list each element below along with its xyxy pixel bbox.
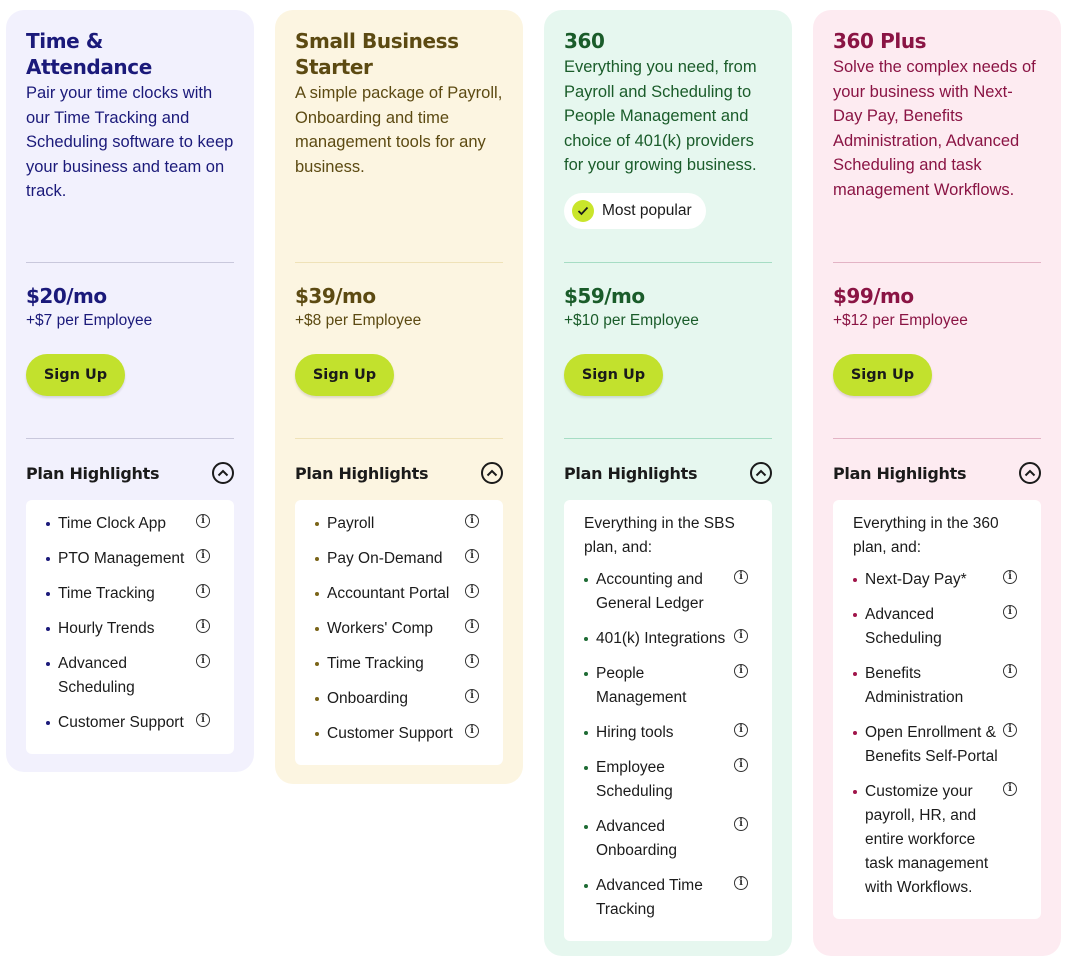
feature-label: Benefits Administration	[865, 665, 964, 706]
bullet-dot	[853, 731, 857, 735]
info-icon[interactable]: i	[734, 570, 748, 584]
feature-item	[46, 652, 222, 700]
per-employee-price: +$8 per Employee	[295, 312, 422, 329]
plan-title: Small Business Starter	[295, 29, 459, 79]
info-icon[interactable]: i	[734, 758, 748, 772]
feature-label: Hourly Trends	[58, 620, 155, 637]
plan-highlights-label: Plan Highlights	[564, 463, 698, 483]
feature-label: Customize your payroll, HR, and entire workforce task management with Workflows.	[865, 783, 989, 896]
plan-title: 360 Plus	[833, 29, 927, 53]
feature-label: People Management	[596, 665, 687, 706]
feature-label: Next-Day Pay*	[865, 571, 967, 588]
chevron-up-icon[interactable]	[1019, 462, 1041, 484]
feature-item	[46, 617, 222, 641]
badge-label: Most popular	[602, 202, 692, 219]
divider	[26, 438, 234, 439]
info-icon[interactable]: i	[734, 876, 748, 890]
info-icon[interactable]: i	[1003, 570, 1017, 584]
chevron-up-icon[interactable]	[750, 462, 772, 484]
feature-label: Payroll	[327, 515, 375, 532]
info-icon[interactable]: i	[196, 549, 210, 563]
bullet-dot	[315, 592, 319, 596]
chevron-up-icon[interactable]	[481, 462, 503, 484]
bullet-dot	[46, 627, 50, 631]
info-icon[interactable]: i	[465, 724, 479, 738]
feature-item	[853, 568, 1029, 592]
feature-item	[46, 547, 222, 571]
info-icon[interactable]: i	[734, 664, 748, 678]
bullet-dot	[315, 522, 319, 526]
feature-list	[564, 500, 772, 941]
feature-label: 401(k) Integrations	[596, 630, 726, 647]
bullet-dot	[584, 825, 588, 829]
feature-item	[315, 687, 491, 711]
bullet-dot	[853, 790, 857, 794]
feature-label: Open Enrollment & Benefits Self-Portal	[865, 724, 998, 765]
divider	[26, 262, 234, 263]
feature-item	[584, 756, 760, 804]
info-icon[interactable]: i	[196, 619, 210, 633]
bullet-dot	[584, 578, 588, 582]
bullet-dot	[315, 557, 319, 561]
feature-label: Employee Scheduling	[596, 759, 673, 800]
plan-highlights-label: Plan Highlights	[26, 463, 160, 483]
feature-label: Workers' Comp	[327, 620, 434, 637]
feature-list	[26, 500, 234, 754]
info-icon[interactable]: i	[1003, 782, 1017, 796]
per-employee-price: +$12 per Employee	[833, 312, 968, 329]
info-icon[interactable]: i	[1003, 605, 1017, 619]
divider	[295, 438, 503, 439]
plan-price: $39/mo	[295, 284, 376, 308]
plan-description: Everything you need, from Payroll and Scheduling to People Management and choice of 401(k) providers for your growing business.	[564, 58, 757, 175]
feature-label: Time Clock App	[58, 515, 166, 532]
info-icon[interactable]: i	[465, 654, 479, 668]
sign-up-button[interactable]: Sign Up	[26, 354, 125, 396]
bullet-dot	[584, 731, 588, 735]
plan-highlights-header	[833, 462, 1041, 484]
feature-item	[584, 627, 760, 651]
info-icon[interactable]: i	[465, 549, 479, 563]
plan-highlights-header	[564, 462, 772, 484]
feature-label: Onboarding	[327, 690, 409, 707]
plan-highlights-label: Plan Highlights	[833, 463, 967, 483]
feature-item	[315, 652, 491, 676]
info-icon[interactable]: i	[465, 689, 479, 703]
check-icon	[572, 200, 594, 222]
bullet-dot	[315, 627, 319, 631]
bullet-dot	[584, 672, 588, 676]
plan-price: $99/mo	[833, 284, 914, 308]
feature-item	[853, 780, 1029, 900]
feature-item	[853, 721, 1029, 769]
info-icon[interactable]: i	[1003, 723, 1017, 737]
feature-intro: Everything in the 360 plan, and:	[853, 515, 999, 556]
feature-item	[46, 582, 222, 606]
info-icon[interactable]: i	[734, 629, 748, 643]
feature-label: Advanced Onboarding	[596, 818, 678, 859]
bullet-dot	[46, 522, 50, 526]
feature-item	[853, 603, 1029, 651]
bullet-dot	[46, 557, 50, 561]
chevron-up-icon[interactable]	[212, 462, 234, 484]
bullet-dot	[584, 637, 588, 641]
sign-up-button[interactable]: Sign Up	[564, 354, 663, 396]
feature-label: Time Tracking	[327, 655, 424, 672]
feature-item	[584, 662, 760, 710]
feature-item	[315, 547, 491, 571]
feature-item	[315, 617, 491, 641]
per-employee-price: +$10 per Employee	[564, 312, 699, 329]
plan-card-small-business-starter	[275, 10, 523, 784]
feature-item	[584, 721, 760, 745]
feature-item	[315, 722, 491, 746]
sign-up-button[interactable]: Sign Up	[833, 354, 932, 396]
info-icon[interactable]: i	[465, 584, 479, 598]
feature-label: Advanced Scheduling	[58, 655, 135, 696]
per-employee-price: +$7 per Employee	[26, 312, 153, 329]
bullet-dot	[315, 662, 319, 666]
feature-label: Advanced Time Tracking	[596, 877, 703, 918]
plan-price: $20/mo	[26, 284, 107, 308]
feature-item	[853, 662, 1029, 710]
plan-description: A simple package of Payroll, Onboarding and time management tools for any business.	[295, 84, 503, 176]
feature-intro: Everything in the SBS plan, and:	[584, 515, 735, 556]
feature-list	[295, 500, 503, 765]
plan-highlights-label: Plan Highlights	[295, 463, 429, 483]
bullet-dot	[584, 766, 588, 770]
plan-highlights-header	[26, 462, 234, 484]
info-icon[interactable]: i	[465, 619, 479, 633]
divider	[295, 262, 503, 263]
feature-label: Accountant Portal	[327, 585, 450, 602]
plan-title: 360	[564, 29, 605, 53]
plan-description: Solve the complex needs of your business with Next-Day Pay, Benefits Administration, Advanced Scheduling and task management Workflows.	[833, 58, 1036, 199]
divider	[564, 438, 772, 439]
feature-item	[584, 815, 760, 863]
info-icon[interactable]: i	[196, 584, 210, 598]
feature-label: Time Tracking	[58, 585, 155, 602]
plan-description: Pair your time clocks with our Time Tracking and Scheduling software to keep your business and team on track.	[26, 84, 234, 201]
feature-item	[584, 568, 760, 616]
feature-label: Pay On-Demand	[327, 550, 443, 567]
bullet-dot	[584, 884, 588, 888]
plan-card-360	[544, 10, 792, 956]
plan-card-360-plus	[813, 10, 1061, 956]
feature-list	[833, 500, 1041, 919]
divider	[564, 262, 772, 263]
plan-price: $59/mo	[564, 284, 645, 308]
feature-label: Accounting and General Ledger	[596, 571, 704, 612]
bullet-dot	[46, 721, 50, 725]
bullet-dot	[853, 672, 857, 676]
bullet-dot	[315, 732, 319, 736]
feature-item	[315, 582, 491, 606]
divider	[833, 262, 1041, 263]
info-icon[interactable]: i	[196, 713, 210, 727]
info-icon[interactable]: i	[1003, 664, 1017, 678]
feature-label: Hiring tools	[596, 724, 674, 741]
bullet-dot	[46, 662, 50, 666]
feature-label: Advanced Scheduling	[865, 606, 942, 647]
info-icon[interactable]: i	[734, 723, 748, 737]
feature-label: Customer Support	[327, 725, 453, 742]
feature-item	[46, 711, 222, 735]
feature-label: PTO Management	[58, 550, 185, 567]
info-icon[interactable]: i	[465, 514, 479, 528]
plan-title: Time & Attendance	[26, 29, 152, 79]
info-icon[interactable]: i	[196, 654, 210, 668]
divider	[833, 438, 1041, 439]
plan-highlights-header	[295, 462, 503, 484]
feature-label: Customer Support	[58, 714, 184, 731]
bullet-dot	[315, 697, 319, 701]
most-popular-badge	[564, 193, 706, 229]
feature-item	[584, 874, 760, 922]
feature-item	[315, 512, 491, 536]
bullet-dot	[853, 613, 857, 617]
info-icon[interactable]: i	[196, 514, 210, 528]
bullet-dot	[853, 578, 857, 582]
info-icon[interactable]: i	[734, 817, 748, 831]
sign-up-button[interactable]: Sign Up	[295, 354, 394, 396]
bullet-dot	[46, 592, 50, 596]
feature-item	[46, 512, 222, 536]
plan-card-time-attendance	[6, 10, 254, 772]
